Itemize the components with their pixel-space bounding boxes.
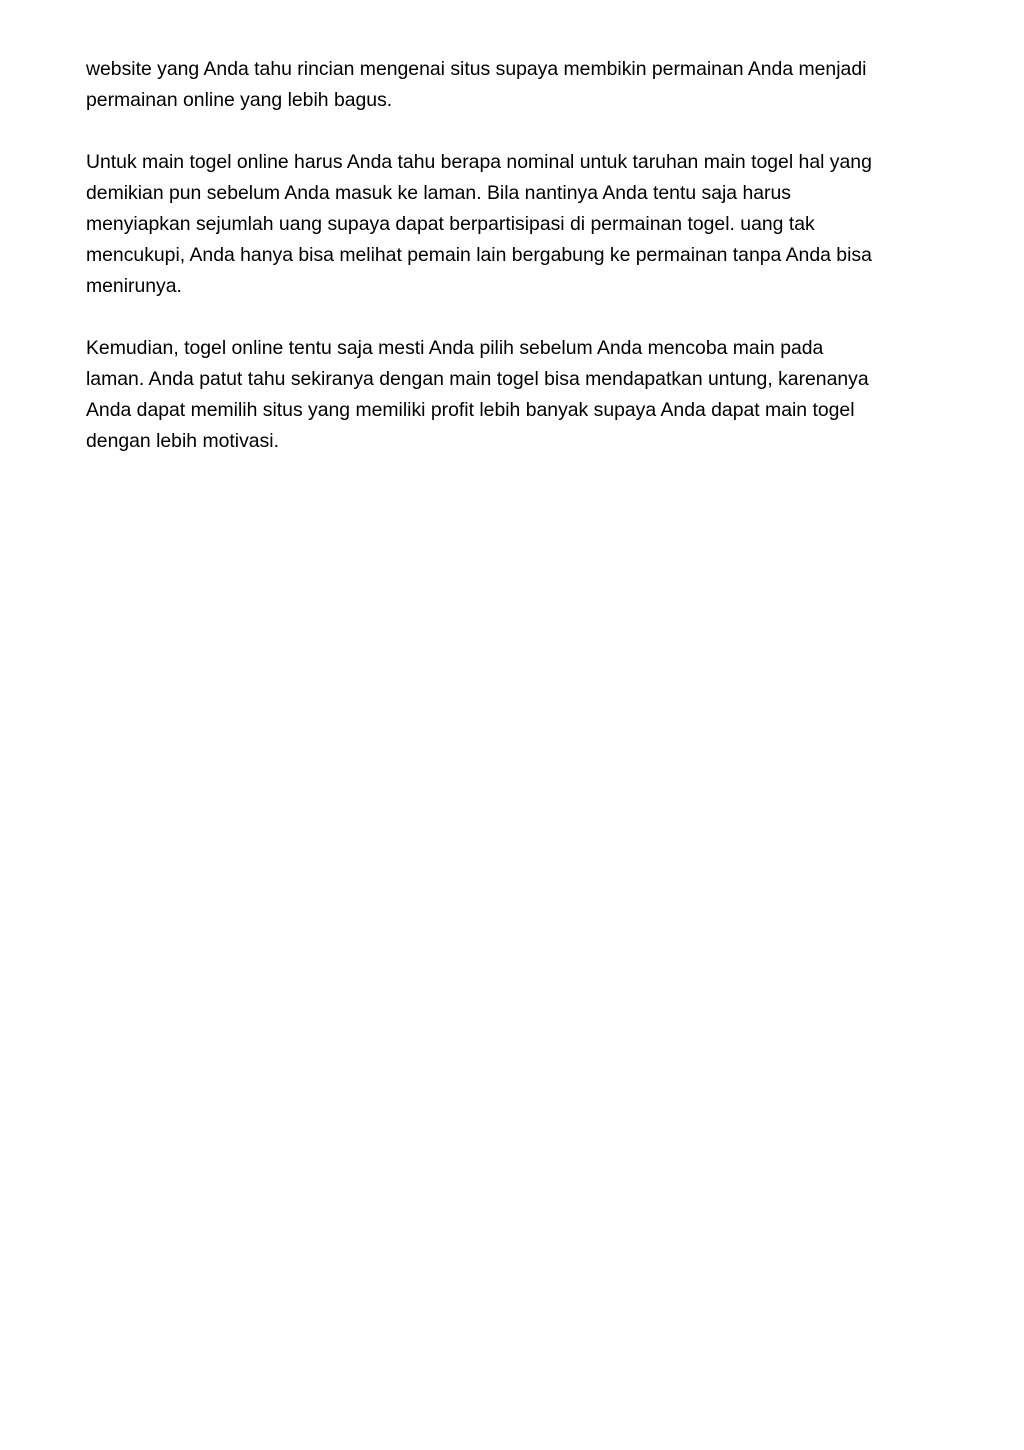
paragraph-line: menyiapkan sejumlah uang supaya dapat berpartisipasi di permainan togel. uang tak bbox=[86, 213, 815, 235]
paragraph-2 bbox=[86, 147, 938, 302]
paragraph-line: dengan lebih motivasi. bbox=[86, 430, 279, 452]
paragraph-line: laman. Anda patut tahu sekiranya dengan main togel bisa mendapatkan untung, karenanya bbox=[86, 368, 869, 390]
paragraph-line: demikian pun sebelum Anda masuk ke laman. Bila nantinya Anda tentu saja harus bbox=[86, 182, 791, 204]
paragraph-line: permainan online yang lebih bagus. bbox=[86, 89, 393, 111]
document-body bbox=[86, 54, 938, 488]
paragraph-line: Anda dapat memilih situs yang memiliki profit lebih banyak supaya Anda dapat main togel bbox=[86, 399, 855, 421]
paragraph-line: Kemudian, togel online tentu saja mesti Anda pilih sebelum Anda mencoba main pada bbox=[86, 337, 824, 359]
paragraph-line: mencukupi, Anda hanya bisa melihat pemain lain bergabung ke permainan tanpa Anda bisa bbox=[86, 244, 872, 266]
paragraph-line: website yang Anda tahu rincian mengenai situs supaya membikin permainan Anda menjadi bbox=[86, 58, 867, 80]
paragraph-line: Untuk main togel online harus Anda tahu berapa nominal untuk taruhan main togel hal yang bbox=[86, 151, 872, 173]
paragraph-1 bbox=[86, 54, 938, 116]
paragraph-3 bbox=[86, 333, 938, 457]
paragraph-line: menirunya. bbox=[86, 275, 182, 297]
